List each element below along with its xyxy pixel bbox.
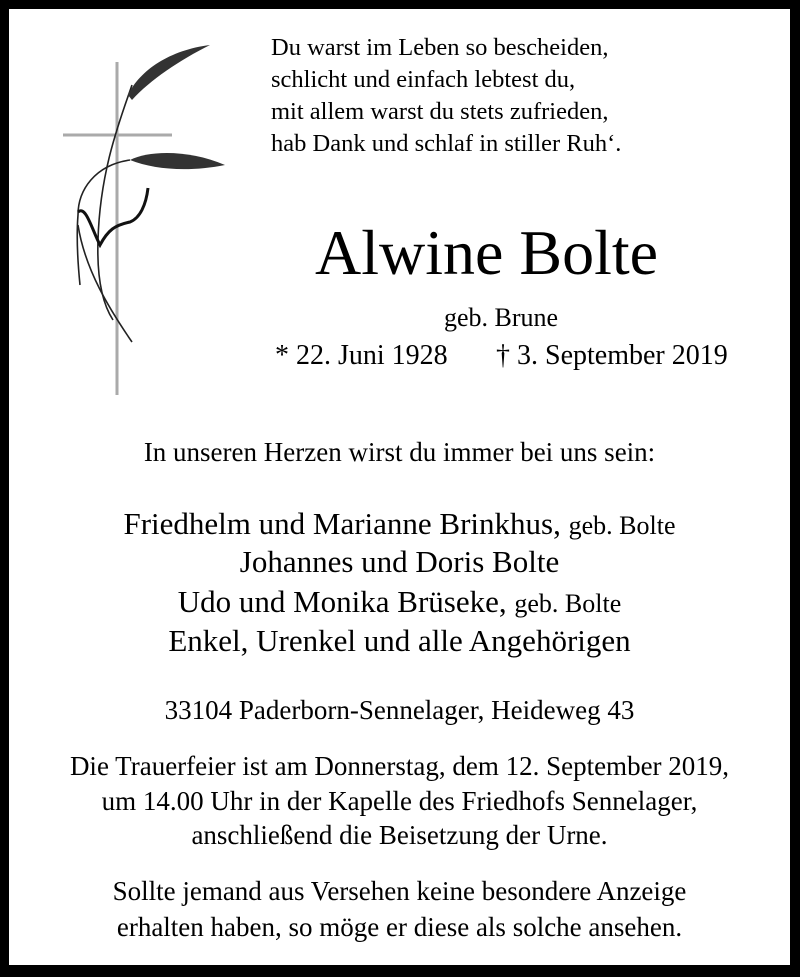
- ceremony-line: Die Trauerfeier ist am Donnerstag, dem 12. September 2019,: [69, 751, 730, 781]
- ceremony-line: anschließend die Beisetzung der Urne.: [191, 820, 608, 850]
- death-date: † 3. September 2019: [496, 340, 728, 371]
- mourner-line: Johannes und Doris Bolte: [239, 544, 560, 579]
- cross-wheat-icon: [9, 9, 269, 409]
- intro-text: In unseren Herzen wirst du immer bei uns sein:: [143, 437, 656, 467]
- poem-line: Du warst im Leben so bescheiden,: [271, 34, 609, 61]
- poem-line: mit allem warst du stets zufrieden,: [271, 98, 609, 125]
- maiden-name: geb. Brune: [444, 303, 559, 332]
- ceremony-line: um 14.00 Uhr in der Kapelle des Friedhofs Sennelager,: [101, 786, 698, 816]
- closing-line: erhalten haben, so möge er diese als solche ansehen.: [116, 912, 683, 942]
- birth-date: * 22. Juni 1928: [275, 340, 448, 371]
- mourner-line: Udo und Monika Brüseke, geb. Bolte: [177, 584, 622, 619]
- mourner-line: Enkel, Urenkel und alle Angehörigen: [168, 623, 631, 658]
- deceased-name: Alwine Bolte: [315, 217, 659, 288]
- poem-line: schlicht und einfach lebtest du,: [271, 66, 576, 93]
- poem-line: hab Dank und schlaf in stiller Ruh‘.: [271, 130, 622, 157]
- obituary-card: [9, 9, 790, 965]
- address: 33104 Paderborn-Sennelager, Heideweg 43: [164, 695, 635, 725]
- mourner-line: Friedhelm und Marianne Brinkhus, geb. Bolte: [123, 506, 676, 541]
- closing-line: Sollte jemand aus Versehen keine besondere Anzeige: [112, 876, 687, 906]
